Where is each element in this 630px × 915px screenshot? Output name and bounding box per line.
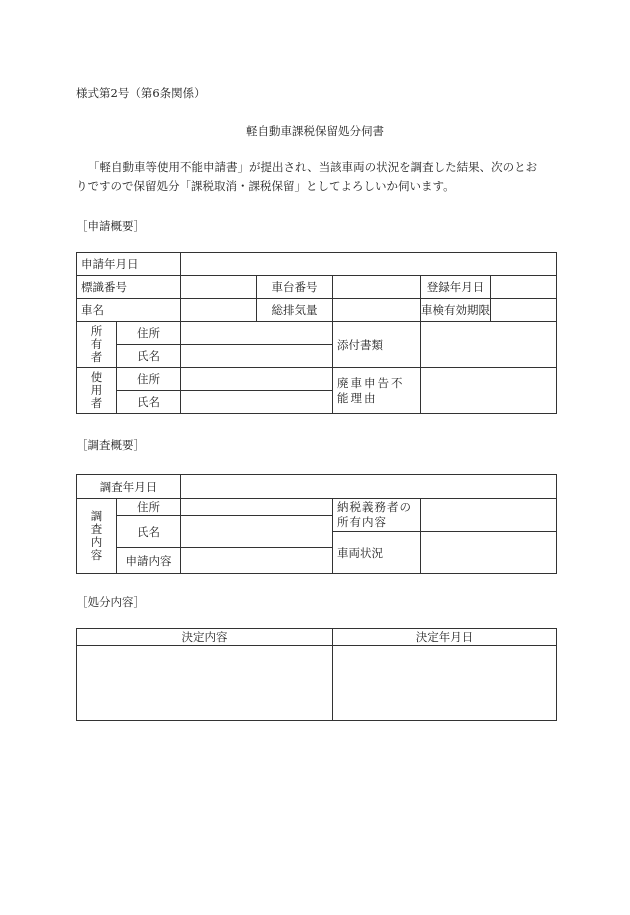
application-date-label: 申請年月日 [77, 253, 181, 276]
application-date-field[interactable] [181, 253, 557, 276]
intro-paragraph [76, 158, 556, 196]
plate-number-label: 標識番号 [77, 276, 181, 299]
owner-label: 所 有 者 [77, 322, 117, 368]
car-name-field[interactable] [181, 299, 257, 322]
car-name-label: 車名 [77, 299, 181, 322]
survey-date-label: 調査年月日 [77, 475, 181, 499]
survey-name-label: 氏名 [117, 516, 181, 548]
taxpayer-ownership-field[interactable] [421, 499, 557, 532]
owner-address-field[interactable] [181, 322, 333, 345]
attachments-label: 添付書類 [333, 322, 421, 368]
survey-date-field[interactable] [181, 475, 557, 499]
vehicle-status-label: 車両状況 [333, 532, 421, 574]
application-heading: ［申請概要］ [76, 219, 145, 233]
attachments-field[interactable] [421, 322, 557, 368]
decision-date-field[interactable] [333, 646, 557, 721]
user-name-label: 氏名 [117, 391, 181, 414]
plate-number-field[interactable] [181, 276, 257, 299]
vehicle-status-field[interactable] [421, 532, 557, 574]
application-table [76, 252, 557, 414]
scrap-reason-field[interactable] [421, 368, 557, 414]
form-number: 様式第2号（第6条関係） [76, 86, 206, 100]
chassis-number-field[interactable] [333, 276, 421, 299]
survey-address-label: 住所 [117, 499, 181, 516]
scrap-reason-label: 廃車申告不能理由 [333, 368, 421, 414]
displacement-field[interactable] [333, 299, 421, 322]
owner-name-field[interactable] [181, 345, 333, 368]
owner-address-label: 住所 [117, 322, 181, 345]
inspection-expiry-field[interactable] [491, 299, 557, 322]
user-address-label: 住所 [117, 368, 181, 391]
survey-content-label: 調 査 内 容 [77, 499, 117, 574]
user-name-field[interactable] [181, 391, 333, 414]
decision-date-label: 決定年月日 [333, 629, 557, 646]
inspection-expiry-label: 車検有効期限 [421, 299, 491, 322]
chassis-number-label: 車台番号 [257, 276, 333, 299]
intro-line-2: りですので保留処分「課税取消・課税保留」としてよろしいか伺います。 [76, 179, 455, 193]
user-label: 使 用 者 [77, 368, 117, 414]
survey-name-field[interactable] [181, 516, 333, 548]
decision-content-label: 決定内容 [77, 629, 333, 646]
registration-date-field[interactable] [491, 276, 557, 299]
taxpayer-ownership-label: 納税義務者の所有内容 [333, 499, 421, 532]
intro-line-1: 「軽自動車等使用不能申請書」が提出され、当該車両の状況を調査した結果、次のとお [88, 160, 538, 174]
disposition-table [76, 628, 557, 721]
decision-content-field[interactable] [77, 646, 333, 721]
user-address-field[interactable] [181, 368, 333, 391]
survey-heading: ［調査概要］ [76, 438, 145, 452]
application-content-label: 申請内容 [117, 548, 181, 574]
document-title: 軽自動車課税保留処分伺書 [246, 124, 384, 138]
survey-address-field[interactable] [181, 499, 333, 516]
displacement-label: 総排気量 [257, 299, 333, 322]
owner-name-label: 氏名 [117, 345, 181, 368]
survey-table [76, 474, 557, 574]
application-content-field[interactable] [181, 548, 333, 574]
disposition-heading: ［処分内容］ [76, 595, 145, 609]
registration-date-label: 登録年月日 [421, 276, 491, 299]
